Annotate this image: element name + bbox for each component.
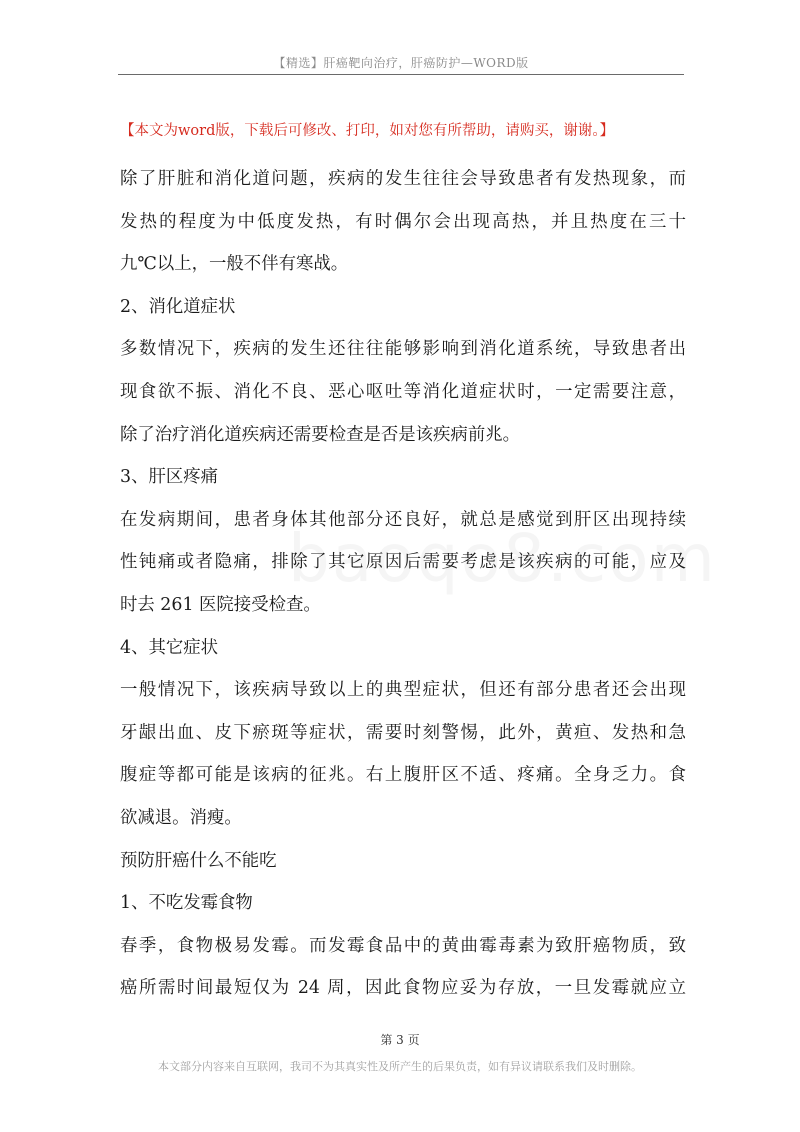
body-line: 春季，食物极易发霉。而发霉食品中的黄曲霉毒素为致肝癌物质，致 — [120, 935, 686, 956]
body-line: 腹症等都可能是该病的征兆。右上腹肝区不适、疼痛。全身乏力。食 — [120, 765, 686, 786]
body-line: 除了治疗消化道疾病还需要检查是否是该疾病前兆。 — [120, 424, 520, 445]
header-divider — [118, 74, 684, 75]
section-heading-other-symptoms: 4、其它症状 — [120, 637, 219, 658]
body-line: 牙龈出血、皮下瘀斑等症状，需要时刻警惕，此外，黄疸、发热和急 — [120, 722, 686, 743]
body-line: 性钝痛或者隐痛，排除了其它原因后需要考虑是该疾病的可能，应及 — [120, 552, 686, 573]
body-line: 发热的程度为中低度发热，有时偶尔会出现高热，并且热度在三十 — [120, 211, 686, 232]
body-line: 欲减退。消瘦。 — [120, 807, 242, 828]
section-heading-prevention: 预防肝癌什么不能吃 — [120, 850, 277, 871]
page-footer: 本文部分内容来自互联网，我司不为其真实性及所产生的后果负责，如有异议请联系我们及时删除。 — [158, 1060, 642, 1073]
section-heading-digestive: 2、消化道症状 — [120, 296, 236, 317]
download-notice: 【本文为word版，下载后可修改、打印，如对您有所帮助，请购买，谢谢。】 — [120, 123, 615, 139]
body-line: 多数情况下，疾病的发生还往往能够影响到消化道系统，导致患者出 — [120, 339, 686, 360]
body-line: 现食欲不振、消化不良、恶心呕吐等消化道症状时，一定需要注意， — [120, 381, 686, 402]
document-body — [120, 158, 686, 1010]
section-heading-liver-pain: 3、肝区疼痛 — [120, 467, 219, 488]
body-line: 除了肝脏和消化道问题，疾病的发生往往会导致患者有发热现象，而 — [120, 169, 686, 189]
body-line: 在发病期间，患者身体其他部分还良好，就总是感觉到肝区出现持续 — [120, 509, 686, 530]
page-number: 第 3 页 — [380, 1033, 420, 1047]
body-line: 癌所需时间最短仅为 24 周，因此食物应妥为存放，一旦发霉就应立 — [120, 978, 686, 999]
body-line: 一般情况下，该疾病导致以上的典型症状，但还有部分患者还会出现 — [120, 680, 686, 701]
section-heading-moldy-food: 1、不吃发霉食物 — [120, 893, 253, 914]
body-line: 九℃以上，一般不伴有寒战。 — [120, 254, 349, 275]
page-header: 【精选】肝癌靶向治疗，肝癌防护—WORD版 — [273, 56, 529, 70]
body-line: 时去 261 医院接受检查。 — [120, 594, 321, 615]
